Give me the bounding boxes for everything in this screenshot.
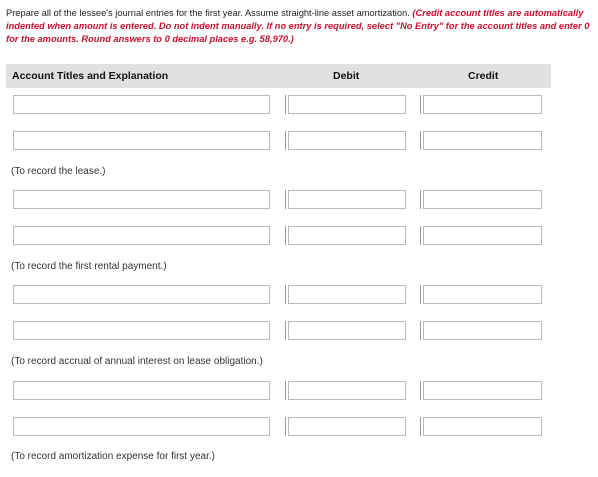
debit-amount-input[interactable]	[288, 321, 406, 340]
debit-header: Debit	[333, 70, 360, 82]
debit-amount-input[interactable]	[288, 95, 406, 114]
credit-header: Credit	[468, 70, 499, 82]
column-divider	[420, 381, 421, 400]
column-divider	[285, 381, 286, 400]
account-title-input[interactable]	[13, 226, 270, 245]
credit-amount-input[interactable]	[423, 321, 542, 340]
credit-amount-input[interactable]	[423, 285, 542, 304]
account-title-input[interactable]	[13, 381, 270, 400]
column-divider	[285, 95, 286, 114]
column-divider	[420, 131, 421, 150]
account-title-input[interactable]	[13, 131, 270, 150]
table-header	[6, 64, 551, 88]
debit-amount-input[interactable]	[288, 381, 406, 400]
debit-amount-input[interactable]	[288, 131, 406, 150]
column-divider	[285, 321, 286, 340]
debit-amount-input[interactable]	[288, 226, 406, 245]
credit-amount-input[interactable]	[423, 190, 542, 209]
column-divider	[285, 226, 286, 245]
credit-amount-input[interactable]	[423, 417, 542, 436]
debit-amount-input[interactable]	[288, 285, 406, 304]
credit-amount-input[interactable]	[423, 226, 542, 245]
entry-explanation-amortization: (To record amortization expense for first year.)	[11, 451, 215, 462]
column-divider	[285, 417, 286, 436]
instructions-text	[6, 7, 592, 46]
account-title-input[interactable]	[13, 190, 270, 209]
credit-amount-input[interactable]	[423, 381, 542, 400]
column-divider	[420, 285, 421, 304]
column-divider	[420, 417, 421, 436]
debit-amount-input[interactable]	[288, 417, 406, 436]
column-divider	[285, 285, 286, 304]
instructions-plain: Prepare all of the lessee's journal entries for the first year. Assume straight-line asset amortization.	[6, 8, 413, 18]
column-divider	[420, 95, 421, 114]
column-divider	[285, 131, 286, 150]
credit-amount-input[interactable]	[423, 95, 542, 114]
credit-amount-input[interactable]	[423, 131, 542, 150]
account-titles-header: Account Titles and Explanation	[12, 70, 169, 82]
column-divider	[285, 190, 286, 209]
account-title-input[interactable]	[13, 285, 270, 304]
account-title-input[interactable]	[13, 95, 270, 114]
column-divider	[420, 190, 421, 209]
debit-amount-input[interactable]	[288, 190, 406, 209]
column-divider	[420, 321, 421, 340]
column-divider	[420, 226, 421, 245]
entry-explanation-interest-accrual: (To record accrual of annual interest on lease obligation.)	[11, 356, 263, 367]
instructions-emphasis: (Credit account titles are automatically indented when amount is entered. Do not indent manually. If no entry is required, select "No Entry" for the account titles and enter 0 for the amounts. Round answers to 0 decimal places e.g. 58,970.)	[6, 8, 590, 44]
account-title-input[interactable]	[13, 321, 270, 340]
entry-explanation-rental-payment: (To record the first rental payment.)	[11, 261, 167, 272]
entry-explanation-lease: (To record the lease.)	[11, 166, 106, 177]
account-title-input[interactable]	[13, 417, 270, 436]
